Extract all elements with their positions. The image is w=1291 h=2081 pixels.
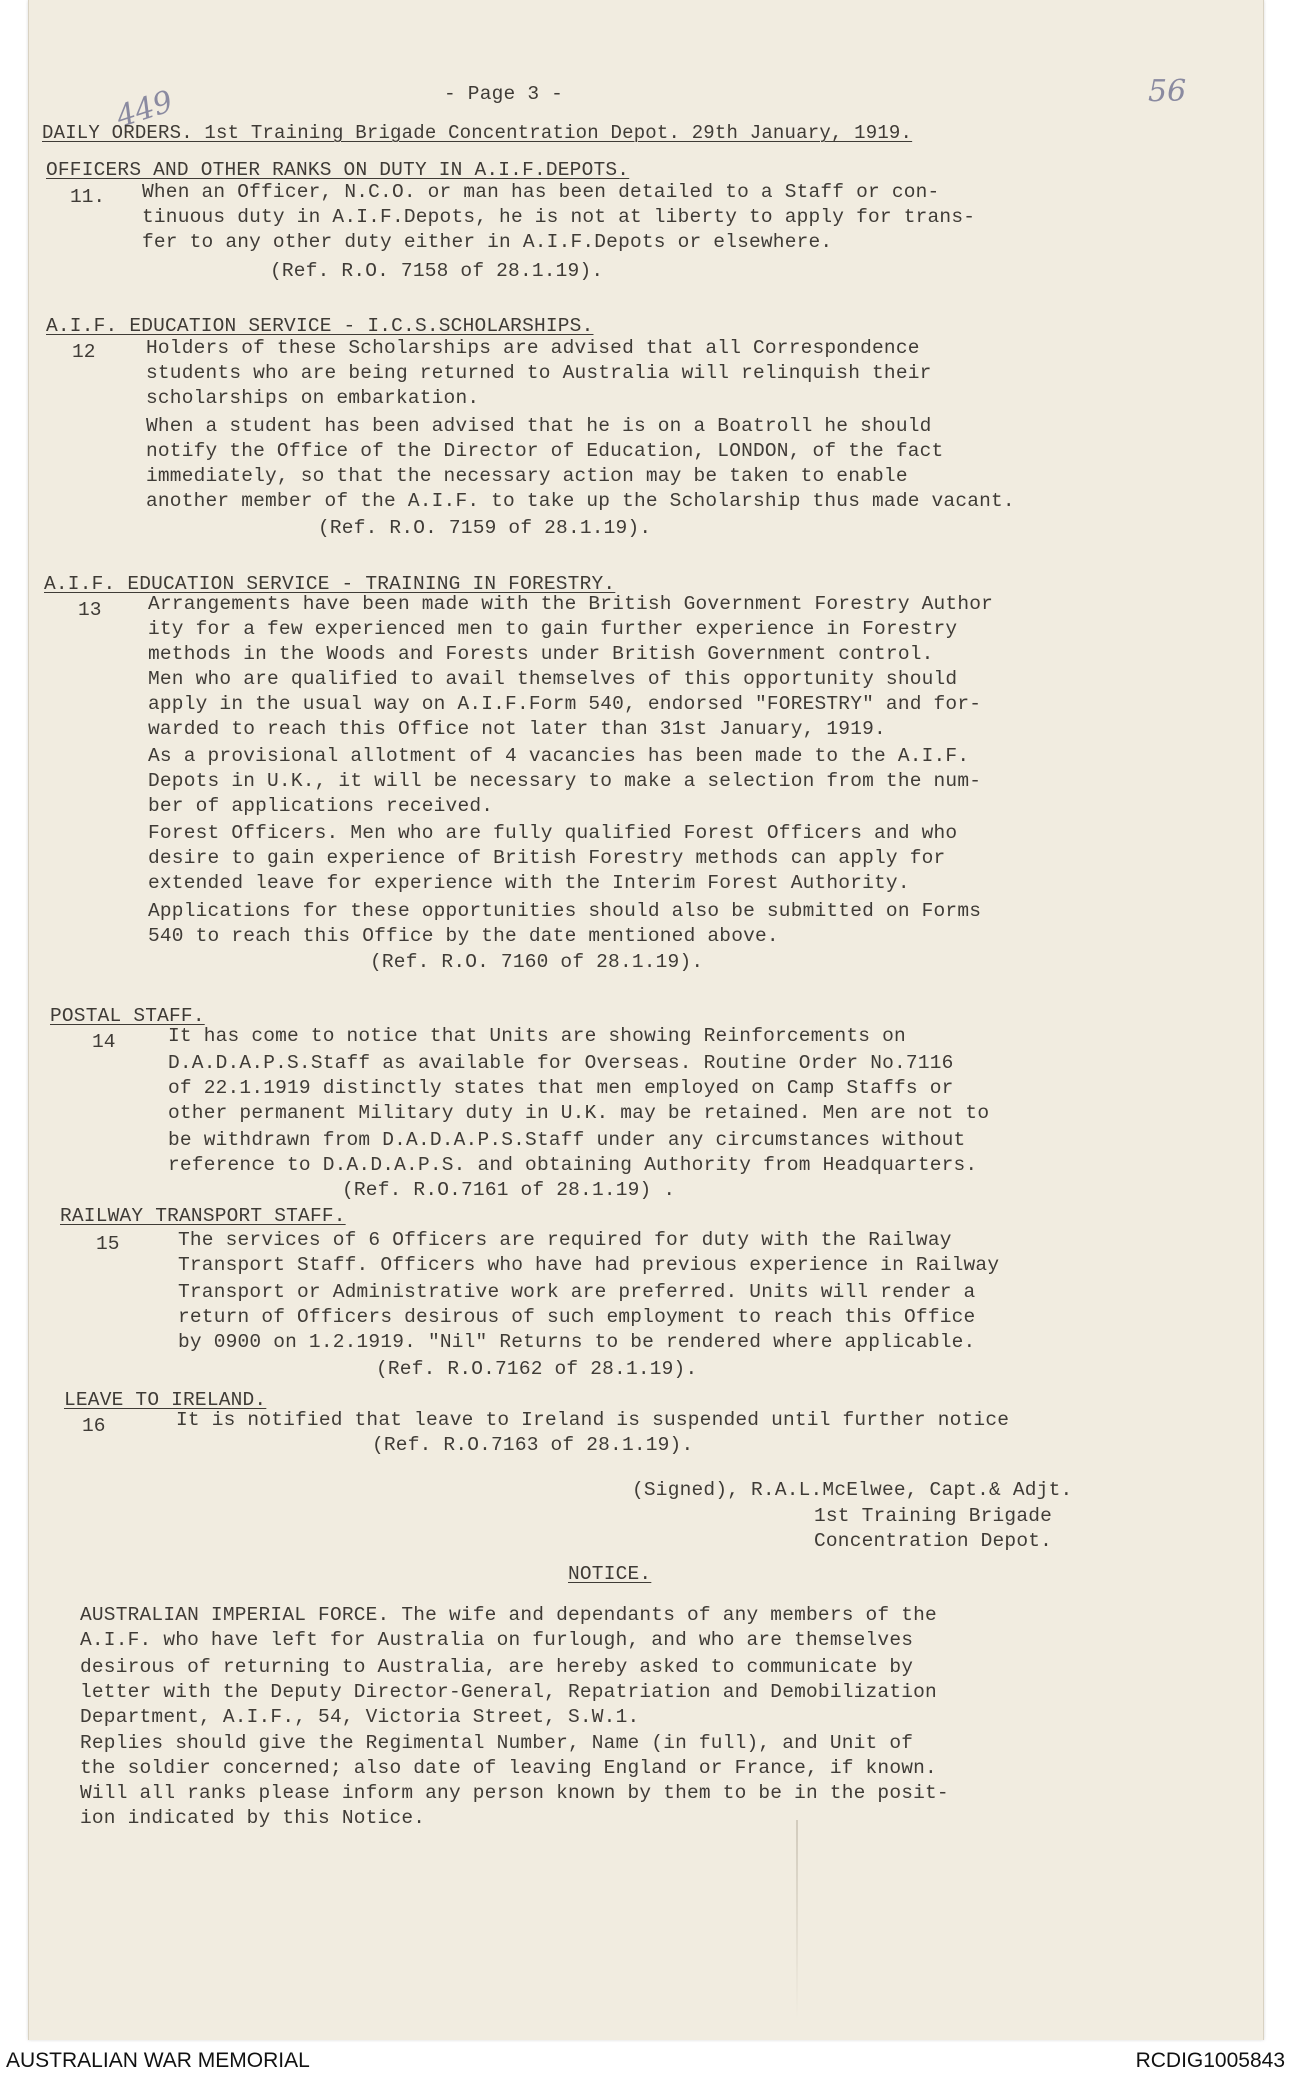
section-line: apply in the usual way on A.I.F.Form 540, endorsed "FORESTRY" and for-	[148, 693, 982, 715]
section-line: notify the Office of the Director of Education, LONDON, of the fact	[146, 440, 944, 462]
pencil-annotation-right: 56	[1148, 74, 1187, 109]
section-number: 12	[72, 341, 96, 363]
section-line: Arrangements have been made with the British Government Forestry Author	[148, 593, 994, 615]
section-line: scholarships on embarkation.	[146, 387, 480, 409]
section-heading: LEAVE TO IRELAND.	[64, 1389, 267, 1411]
page-header: - Page 3 -	[444, 83, 564, 105]
section-line: tinuous duty in A.I.F.Depots, he is not at liberty to apply for trans-	[142, 206, 976, 228]
signature-line: 1st Training Brigade	[814, 1505, 1053, 1527]
section-ref: (Ref. R.O. 7159 of 28.1.19).	[318, 517, 652, 539]
section-line: by 0900 on 1.2.1919. "Nil" Returns to be rendered where applicable.	[178, 1331, 976, 1353]
section-line: return of Officers desirous of such employment to reach this Office	[178, 1306, 976, 1328]
section-line: Transport Staff. Officers who have had previous experience in Railway	[178, 1254, 1000, 1276]
signature-line: Concentration Depot.	[814, 1530, 1053, 1552]
section-line: extended leave for experience with the Interim Forest Authority.	[148, 872, 910, 894]
section-ref: (Ref. R.O. 7158 of 28.1.19).	[270, 260, 604, 282]
section-line: Applications for these opportunities should also be submitted on Forms	[148, 900, 982, 922]
section-line: immediately, so that the necessary action may be taken to enable	[146, 465, 908, 487]
section-number: 14	[92, 1031, 116, 1053]
section-heading: A.I.F. EDUCATION SERVICE - TRAINING IN FORESTRY.	[44, 573, 616, 595]
notice-line: Will all ranks please inform any person known by them to be in the posit-	[80, 1782, 949, 1804]
section-line: Men who are qualified to avail themselves of this opportunity should	[148, 668, 958, 690]
section-heading: POSTAL STAFF.	[50, 1005, 205, 1027]
section-line: ber of applications received.	[148, 795, 494, 817]
section-line: Forest Officers. Men who are fully qualified Forest Officers and who	[148, 822, 958, 844]
section-line: fer to any other duty either in A.I.F.Depots or elsewhere.	[142, 231, 833, 253]
section-line: warded to reach this Office not later than 31st January, 1919.	[148, 718, 886, 740]
section-line: students who are being returned to Australia will relinquish their	[146, 362, 932, 384]
section-line: of 22.1.1919 distinctly states that men employed on Camp Staffs or	[168, 1077, 954, 1099]
section-ref: (Ref. R.O.7163 of 28.1.19).	[372, 1434, 694, 1456]
orders-title: DAILY ORDERS. 1st Training Brigade Concentration Depot. 29th January, 1919.	[42, 122, 913, 144]
section-line: When a student has been advised that he is on a Boatroll he should	[146, 415, 932, 437]
section-line: methods in the Woods and Forests under British Government control.	[148, 643, 934, 665]
section-line: reference to D.A.D.A.P.S. and obtaining Authority from Headquarters.	[168, 1154, 978, 1176]
footer-archive-name: AUSTRALIAN WAR MEMORIAL	[6, 2049, 310, 2072]
section-line: When an Officer, N.C.O. or man has been detailed to a Staff or con-	[142, 181, 940, 203]
notice-line: letter with the Deputy Director-General, Repatriation and Demobilization	[80, 1681, 937, 1703]
notice-line: ion indicated by this Notice.	[80, 1807, 426, 1829]
section-line: The services of 6 Officers are required for duty with the Railway	[178, 1229, 952, 1251]
section-number: 16	[82, 1415, 106, 1437]
notice-line: the soldier concerned; also date of leaving England or France, if known.	[80, 1757, 937, 1779]
section-line: Transport or Administrative work are preferred. Units will render a	[178, 1281, 976, 1303]
section-line: As a provisional allotment of 4 vacancies has been made to the A.I.F.	[148, 745, 970, 767]
pencil-annotation-left: 449	[111, 84, 178, 135]
section-line: It is notified that leave to Ireland is suspended until further notice	[176, 1409, 1010, 1431]
section-number: 15	[96, 1233, 120, 1255]
section-heading: OFFICERS AND OTHER RANKS ON DUTY IN A.I.F.DEPOTS.	[46, 159, 630, 181]
section-ref: (Ref. R.O. 7160 of 28.1.19).	[370, 951, 704, 973]
section-line: another member of the A.I.F. to take up the Scholarship thus made vacant.	[146, 490, 1015, 512]
section-line: desire to gain experience of British Forestry methods can apply for	[148, 847, 946, 869]
notice-title: NOTICE.	[568, 1563, 652, 1585]
section-line: ity for a few experienced men to gain further experience in Forestry	[148, 618, 958, 640]
signature-line: (Signed), R.A.L.McElwee, Capt.& Adjt.	[632, 1479, 1073, 1501]
footer-record-id: RCDIG1005843	[1135, 2049, 1285, 2072]
notice-line: AUSTRALIAN IMPERIAL FORCE. The wife and dependants of any members of the	[80, 1604, 937, 1626]
section-line: Holders of these Scholarships are advised that all Correspondence	[146, 337, 920, 359]
section-heading: A.I.F. EDUCATION SERVICE - I.C.S.SCHOLARSHIPS.	[46, 315, 594, 337]
notice-line: Department, A.I.F., 54, Victoria Street, S.W.1.	[80, 1706, 640, 1728]
section-line: other permanent Military duty in U.K. may be retained. Men are not to	[168, 1102, 990, 1124]
section-line: be withdrawn from D.A.D.A.P.S.Staff under any circumstances without	[168, 1129, 966, 1151]
section-line: 540 to reach this Office by the date mentioned above.	[148, 925, 779, 947]
section-ref: (Ref. R.O.7162 of 28.1.19).	[376, 1358, 698, 1380]
section-line: It has come to notice that Units are showing Reinforcements on	[168, 1025, 906, 1047]
section-number: 11.	[70, 186, 106, 208]
section-line: Depots in U.K., it will be necessary to make a selection from the num-	[148, 770, 982, 792]
notice-line: Replies should give the Regimental Number, Name (in full), and Unit of	[80, 1732, 914, 1754]
notice-line: A.I.F. who have left for Australia on furlough, and who are themselves	[80, 1629, 914, 1651]
section-heading: RAILWAY TRANSPORT STAFF.	[60, 1205, 346, 1227]
notice-line: desirous of returning to Australia, are hereby asked to communicate by	[80, 1656, 914, 1678]
paper-crease	[796, 1820, 798, 2020]
section-ref: (Ref. R.O.7161 of 28.1.19) .	[342, 1179, 676, 1201]
section-line: D.A.D.A.P.S.Staff as available for Overseas. Routine Order No.7116	[168, 1052, 954, 1074]
section-number: 13	[78, 599, 102, 621]
